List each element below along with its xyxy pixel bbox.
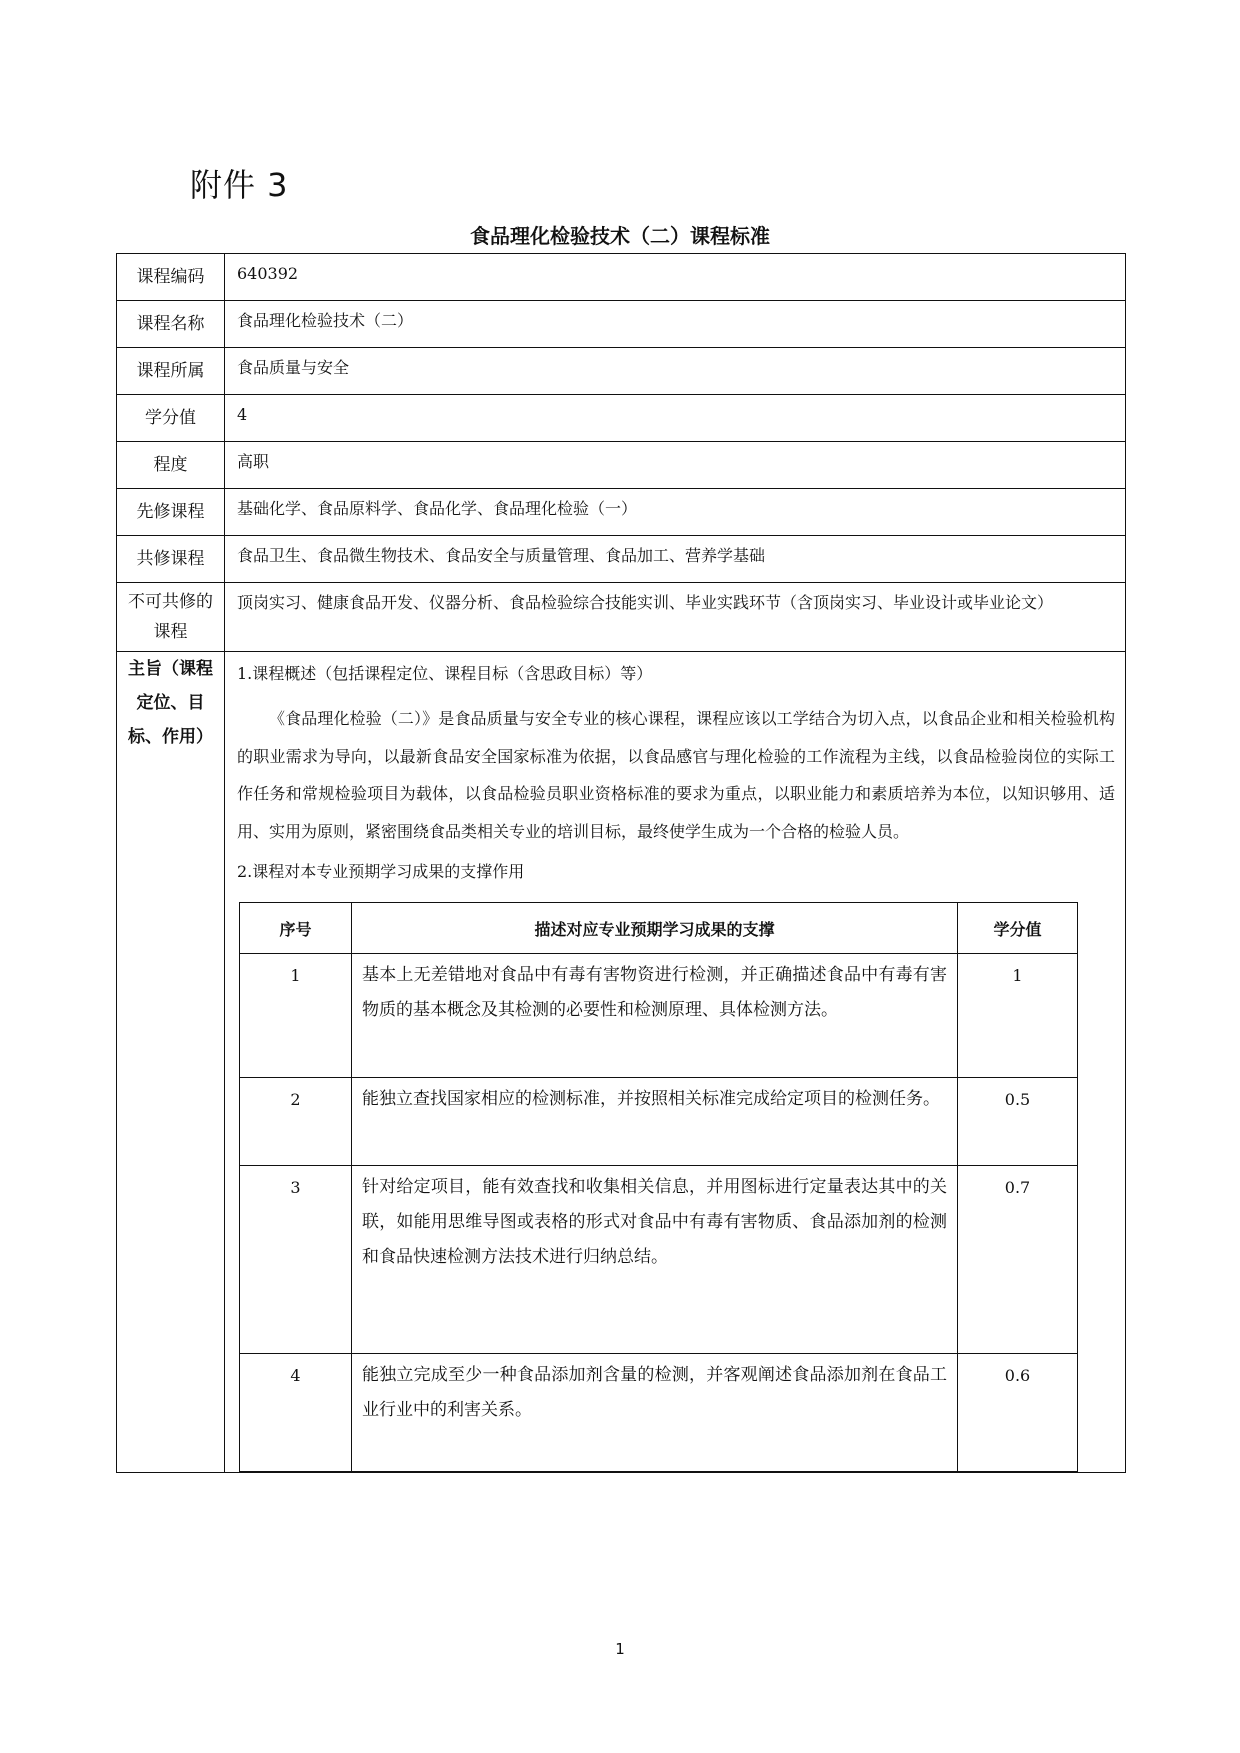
row-credit: 0.6 [958,1354,1078,1472]
table-row [240,954,1078,1078]
row-exclusions [117,583,1126,652]
row-credits [117,395,1126,442]
row-prerequisites [117,489,1126,536]
page-number: 1 [615,1640,625,1658]
row-corequisites [117,536,1126,583]
row-credit: 1 [958,954,1078,1078]
table-row [240,1354,1078,1472]
learning-outcomes-table [239,902,1078,1472]
row-description: 能独立完成至少一种食品添加剂含量的检测，并客观阐述食品添加剂在食品工业行业中的利害关系。 [352,1354,958,1472]
row-course-name [117,301,1126,348]
label-purpose: 主旨（课程定位、目标、作用） [117,652,225,1473]
overview-paragraph: 《食品理化检验（二）》是食品质量与安全专业的核心课程，课程应该以工学结合为切入点，以食品企业和相关检验机构的职业需求为导向，以最新食品安全国家标准为依据，以食品感官与理化检验的工作流程为主线，以食品检验岗位的实际工作任务和常规检验项目为载体，以食品检验员职业资格标准的要求为重点，以职业能力和素质培养为本位，以知识够用、适用、实用为原则，紧密围绕食品类相关专业的培训目标，最终使学生成为一个合格的检验人员。 [237,709,1115,841]
course-info-table [116,253,1126,1473]
row-level [117,442,1126,489]
row-description: 针对给定项目，能有效查找和收集相关信息，并用图标进行定量表达其中的关联，如能用思维导图或表格的形式对食品中有毒有害物质、食品添加剂的检测和食品快速检测方法技术进行归纳总结。 [352,1166,958,1354]
label-level: 程度 [117,442,225,489]
header-description: 描述对应专业预期学习成果的支撑 [352,903,958,954]
purpose-content [225,652,1126,1473]
value-exclusions: 顶岗实习、健康食品开发、仪器分析、食品检验综合技能实训、毕业实践环节（含顶岗实习、毕业设计或毕业论文） [225,583,1126,652]
header-no: 序号 [240,903,352,954]
value-course-code: 640392 [225,254,1126,301]
label-course-name: 课程名称 [117,301,225,348]
section-support-heading: 2.课程对本专业预期学习成果的支撑作用 [237,862,525,881]
label-credits: 学分值 [117,395,225,442]
value-course-department: 食品质量与安全 [225,348,1126,395]
row-number: 2 [240,1078,352,1166]
label-exclusions: 不可共修的课程 [117,583,225,652]
row-credit: 0.5 [958,1078,1078,1166]
row-purpose [117,652,1126,1473]
value-credits: 4 [225,395,1126,442]
row-description: 基本上无差错地对食品中有毒有害物资进行检测，并正确描述食品中有毒有害物质的基本概念及其检测的必要性和检测原理、具体检测方法。 [352,954,958,1078]
row-course-code [117,254,1126,301]
header-credit: 学分值 [958,903,1078,954]
attachment-label: 附件 3 [190,166,289,204]
value-prerequisites: 基础化学、食品原料学、食品化学、食品理化检验（一） [225,489,1126,536]
value-course-name: 食品理化检验技术（二） [225,301,1126,348]
row-number: 1 [240,954,352,1078]
value-level: 高职 [225,442,1126,489]
label-prerequisites: 先修课程 [117,489,225,536]
row-course-department [117,348,1126,395]
table-row [240,1166,1078,1354]
section-overview-heading: 1.课程概述（包括课程定位、课程目标（含思政目标）等） [237,664,653,683]
row-credit: 0.7 [958,1166,1078,1354]
table-row [240,1078,1078,1166]
label-corequisites: 共修课程 [117,536,225,583]
label-course-department: 课程所属 [117,348,225,395]
table-header-row [240,903,1078,954]
row-number: 3 [240,1166,352,1354]
row-description: 能独立查找国家相应的检测标准，并按照相关标准完成给定项目的检测任务。 [352,1078,958,1166]
row-number: 4 [240,1354,352,1472]
label-course-code: 课程编码 [117,254,225,301]
value-corequisites: 食品卫生、食品微生物技术、食品安全与质量管理、食品加工、营养学基础 [225,536,1126,583]
document-title: 食品理化检验技术（二）课程标准 [470,224,770,248]
